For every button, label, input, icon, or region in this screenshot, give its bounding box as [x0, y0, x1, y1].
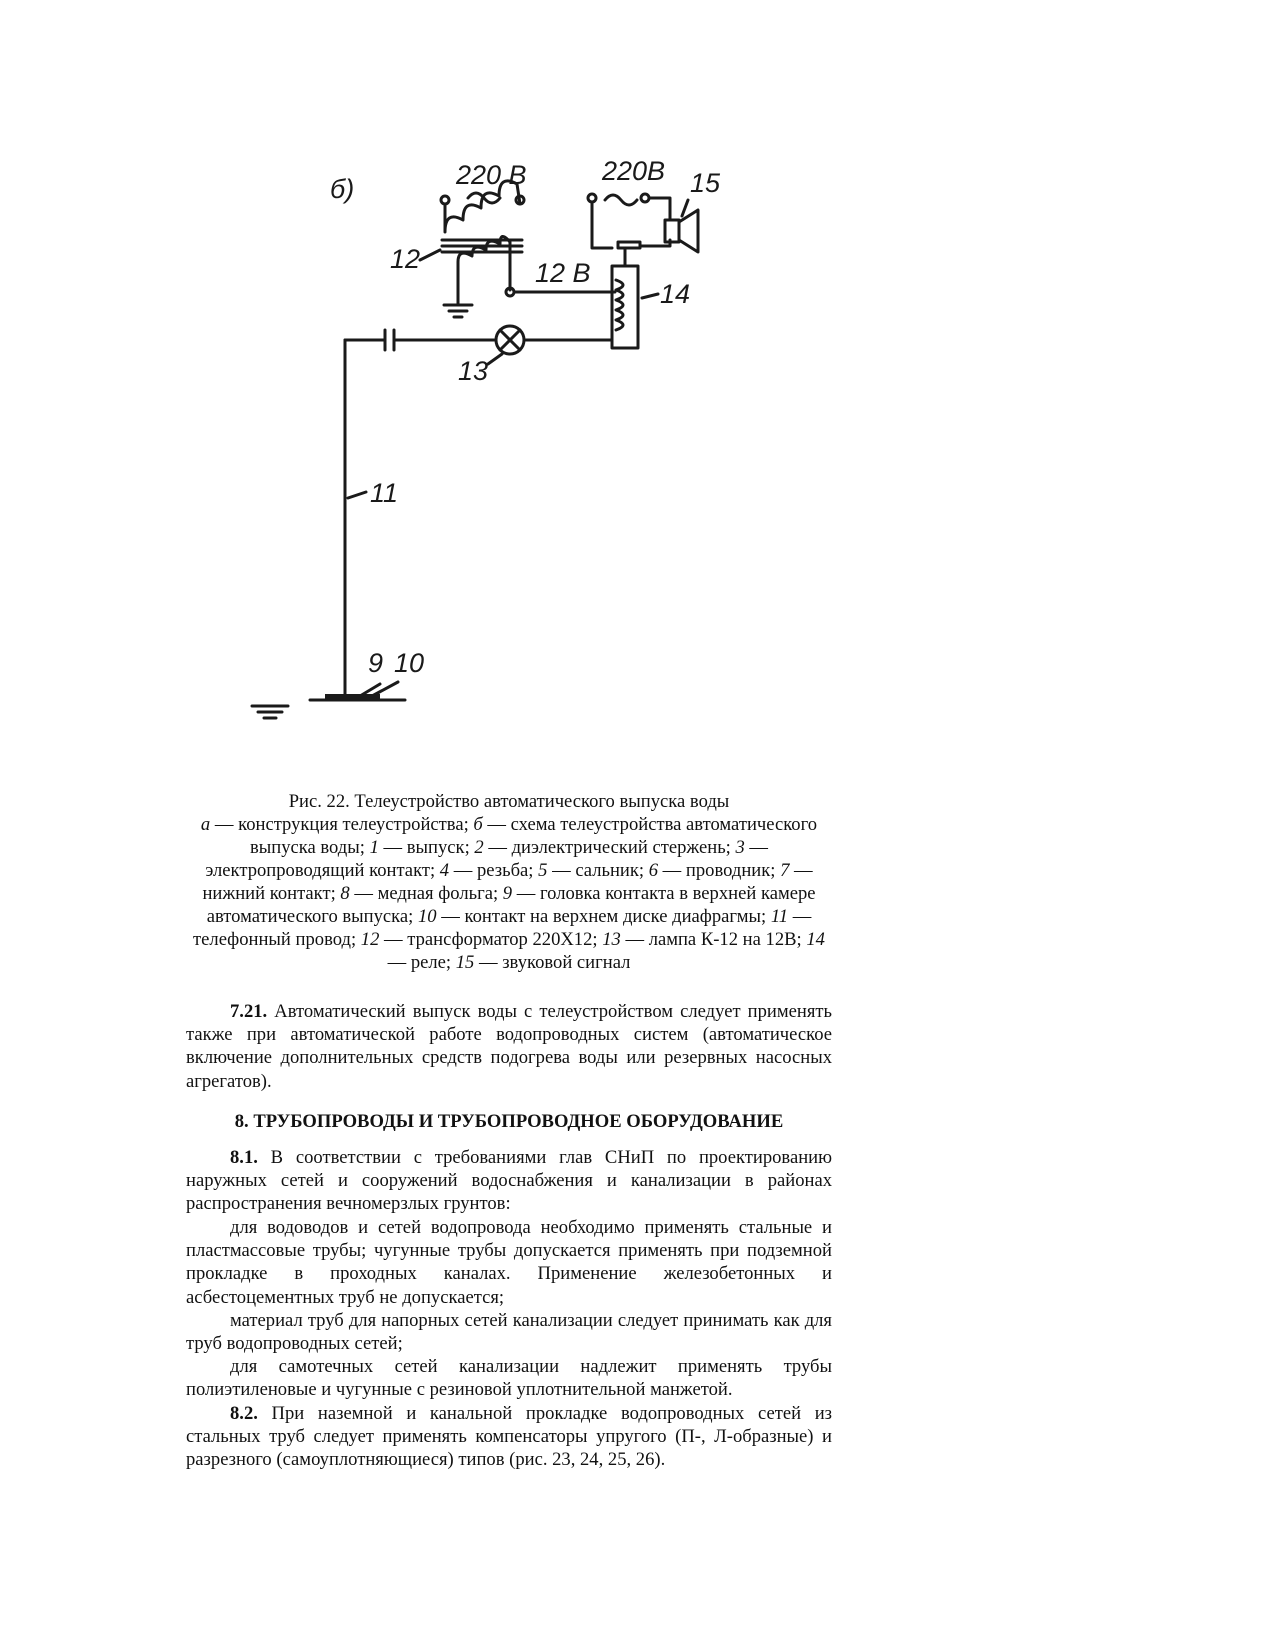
figure-caption	[186, 790, 832, 974]
legend-key: 8	[340, 883, 350, 904]
legend-key: 14	[806, 929, 825, 950]
paragraph-text: При наземной и канальной прокладке водопроводных сетей из стальных труб следует применять компенсаторы упругого (П-, Л-образные) и разрезного (самоуплотняющиеся) типов (рис. 23, 24, 25, 26).	[186, 1403, 832, 1471]
paragraph-number: 8.2.	[230, 1403, 258, 1424]
leader	[420, 250, 440, 260]
relay-coil	[616, 280, 623, 330]
section-heading: 8. ТРУБОПРОВОДЫ И ТРУБОПРОВОДНОЕ ОБОРУДОВАНИЕ	[234, 1111, 784, 1132]
legend-key: б	[473, 814, 483, 835]
leader	[682, 200, 688, 216]
relay-coil-body	[612, 266, 638, 348]
circuit-diagram	[230, 160, 770, 770]
paragraph-text: В соответствии с требованиями глав СНиП по проектированию наружных сетей и сооружений водоснабжения и канализации в районах распространения вечномерзлых грунтов:	[186, 1147, 832, 1215]
legend-text: — резьба;	[449, 860, 539, 881]
caption-legend	[186, 813, 832, 974]
panel-label: б)	[330, 174, 355, 204]
legend-text: — нижний контакт;	[202, 860, 813, 904]
contacts-9-10	[252, 648, 424, 718]
legend-key: 3	[735, 837, 745, 858]
legend-text: — диэлектрический стержень;	[483, 837, 736, 858]
label-11: 11	[370, 478, 399, 508]
ac-symbol-right	[605, 195, 637, 205]
legend-text: — трансформатор 220Х12;	[379, 929, 603, 950]
legend-text: — сальник;	[547, 860, 649, 881]
legend-text: — контакт на верхнем диске диафрагмы;	[436, 906, 771, 927]
legend-key: 15	[455, 952, 475, 973]
legend-key: 7	[780, 860, 790, 881]
paragraph-7-21	[186, 1000, 832, 1093]
label-10: 10	[394, 648, 425, 678]
label-12: 12	[390, 244, 421, 274]
legend-text: — телефонный провод;	[193, 906, 812, 950]
paragraph-8-1-b: материал труб для напорных сетей канализации следует принимать как для труб водопроводных сетей;	[186, 1310, 832, 1355]
legend-text: — выпуск;	[378, 837, 475, 858]
speaker-body	[665, 220, 679, 242]
relay-contact	[618, 242, 640, 248]
label-13: 13	[458, 356, 489, 386]
paragraph-8-1	[186, 1146, 832, 1216]
wire	[592, 202, 612, 248]
label-9: 9	[368, 648, 384, 678]
legend-text: — электропроводящий контакт;	[205, 837, 769, 881]
leader	[488, 354, 502, 364]
label-15: 15	[690, 168, 721, 198]
leader	[372, 682, 398, 696]
leader	[348, 492, 366, 498]
legend-key: 1	[369, 837, 379, 858]
legend-text: — проводник;	[658, 860, 781, 881]
label-12v: 12 В	[535, 258, 591, 288]
legend-key: 12	[360, 929, 380, 950]
legend-key: 10	[418, 906, 437, 927]
label-220v-left: 220 В	[456, 160, 527, 190]
legend-text: — лампа К-12 на 12В;	[620, 929, 807, 950]
paragraph-8-1-c: для самотечных сетей канализации надлежит применять трубы полиэтиленовые и чугунные с резиновой уплотнительной манжетой.	[186, 1356, 832, 1401]
label-220v-right: 220В	[602, 160, 666, 186]
legend-key: а	[200, 814, 211, 835]
legend-key: 6	[648, 860, 659, 881]
paragraph-number: 8.1.	[230, 1147, 258, 1168]
paragraph-8-1-a: для водоводов и сетей водопровода необходимо применять стальные и пластмассовые трубы; чугунные трубы допускается применять при подземной прокладке в проходных каналах. Применение железобетонных и асбестоцементных труб не допускается;	[186, 1217, 832, 1308]
label-14: 14	[660, 279, 691, 309]
legend-text: — медная фольга;	[349, 883, 503, 904]
legend-key: 5	[538, 860, 548, 881]
legend-text: — реле;	[387, 952, 456, 973]
legend-text: — головка контакта в верхней камере автоматического выпуска;	[206, 883, 816, 927]
legend-text: — схема телеустройства автоматического выпуска воды;	[249, 814, 818, 858]
legend-text: — звуковой сигнал	[474, 952, 631, 973]
figure-22b-schematic	[230, 160, 770, 770]
wire	[649, 198, 670, 220]
relay-14	[588, 160, 690, 348]
lamp-13	[345, 326, 612, 386]
legend-key: 9	[502, 883, 513, 904]
caption-title: Рис. 22. Телеустройство автоматического выпуска воды	[288, 791, 730, 812]
legend-text: — конструкция телеустройства;	[210, 814, 474, 835]
paragraph-number: 7.21.	[230, 1001, 268, 1022]
legend-key: 11	[770, 906, 789, 927]
paragraph-8-2	[186, 1402, 832, 1472]
sound-signal-15	[665, 168, 721, 252]
legend-key: 2	[474, 837, 484, 858]
paragraph-text: Автоматический выпуск воды с телеустройством следует применять также при автоматической работе водопроводных систем (автоматическое включение дополнительных средств подогрева воды или резервных насосных агрегатов).	[186, 1001, 832, 1092]
leader	[642, 294, 658, 298]
legend-key: 4	[439, 860, 450, 881]
legend-key: 13	[602, 929, 621, 950]
